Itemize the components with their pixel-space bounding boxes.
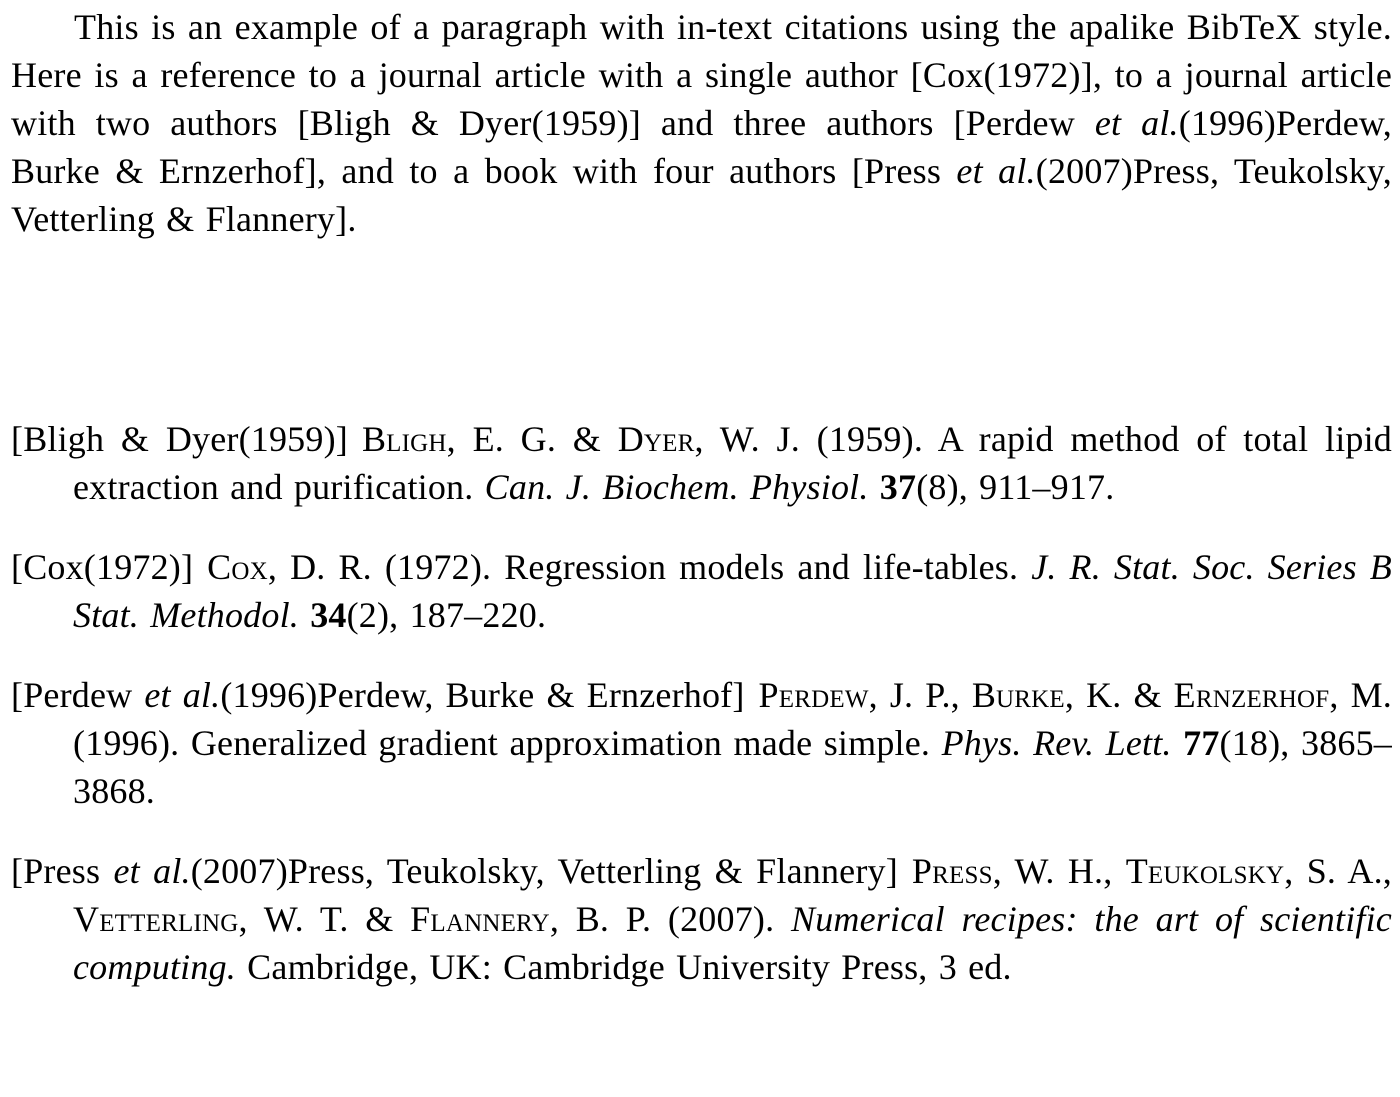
bib-text: , J. P., — [868, 675, 972, 715]
bib-author: Bligh — [361, 419, 447, 459]
bib-label-et-al: et al. — [144, 675, 221, 715]
bib-label: [Bligh & Dyer(1959)] — [11, 419, 348, 459]
document-page — [11, 0, 1393, 987]
bib-author: Teukolsky — [1125, 851, 1285, 891]
bib-author: Ernzerhof — [1173, 675, 1330, 715]
bib-text: , M. (1996). Generalized gradient approximation made simple. — [73, 675, 1392, 763]
paragraph-text: , to a journal article with two authors — [11, 55, 1393, 143]
citation-cox[interactable]: [Cox(1972)] — [910, 55, 1093, 95]
bibliography — [11, 415, 1392, 1023]
citation-bligh-dyer[interactable]: [Bligh & Dyer(1959)] — [297, 103, 641, 143]
paragraph-text: and three authors — [640, 103, 954, 143]
bib-text: , S. A., — [1284, 851, 1392, 891]
bib-author: Perdew — [758, 675, 869, 715]
bib-label — [11, 851, 898, 891]
bib-label: [Cox(1972)] — [11, 547, 194, 587]
bib-label-text: [Press — [11, 851, 114, 891]
bib-author: Burke — [971, 675, 1065, 715]
bib-entry-press — [11, 847, 1392, 991]
bib-entry-perdew — [11, 671, 1392, 815]
bib-label-et-al: et al. — [113, 851, 191, 891]
bib-text: Cambridge, UK: Cambridge University Press, 3 ed. — [235, 947, 1012, 987]
bib-title: Numerical recipes: the art of scientific computing. — [73, 899, 1392, 987]
bib-author: Dyer — [617, 419, 695, 459]
citation-text: [Press — [851, 151, 957, 191]
body-paragraph — [11, 3, 1392, 243]
bib-label-text: [Perdew — [11, 675, 145, 715]
paragraph-text: . — [347, 199, 357, 239]
bib-volume: 34 — [310, 595, 347, 635]
bib-text: (18), 3865–3868. — [73, 723, 1392, 811]
bib-author: Vetterling — [73, 899, 239, 939]
bib-author: Press — [911, 851, 993, 891]
paragraph-text: This is an example of a paragraph with in-text citations using the apalike BibTeX style. Here is a reference to a journal article with a single author — [11, 7, 1392, 95]
citation-text: (2007)Press, Teukolsky, Vetterling & Flannery] — [11, 151, 1392, 239]
bib-text: , E. G. & — [446, 419, 618, 459]
bib-text: , K. & — [1064, 675, 1174, 715]
citation-et-al: et al. — [1094, 103, 1179, 143]
bib-author: Flannery — [410, 899, 550, 939]
citation-text: [Perdew — [953, 103, 1095, 143]
bib-volume: 77 — [1183, 723, 1220, 763]
paragraph-text: , and to a book with four authors — [316, 151, 852, 191]
bib-journal: Phys. Rev. Lett. — [941, 723, 1172, 763]
bib-text: , W. J. (1959). A rapid method of total lipid extraction and purification. — [73, 419, 1393, 507]
citation-text: (1996)Perdew, Burke & Ernzerhof] — [11, 103, 1392, 191]
bib-volume: 37 — [879, 467, 917, 507]
bib-label — [11, 675, 745, 715]
bib-text: , D. R. (1972). Regression models and life-tables. — [267, 547, 1032, 587]
bib-text: , W. T. & — [238, 899, 411, 939]
bib-text: (2), 187–220. — [346, 595, 547, 635]
bib-entry-bligh-dyer — [11, 415, 1392, 511]
bib-journal: J. R. Stat. Soc. Series B Stat. Methodol. — [73, 547, 1392, 635]
citation-et-al: et al. — [956, 151, 1036, 191]
bib-label-text: (1996)Perdew, Burke & Ernzerhof] — [220, 675, 745, 715]
bib-journal: Can. J. Biochem. Physiol. — [484, 467, 869, 507]
bib-entry-cox — [11, 543, 1392, 639]
bib-author: Cox — [207, 547, 268, 587]
bib-text: (8), 911–917. — [916, 467, 1115, 507]
bib-text: , B. P. (2007). — [549, 899, 791, 939]
bib-text: , W. H., — [992, 851, 1126, 891]
bib-label-text: (2007)Press, Teukolsky, Vetterling & Flannery] — [190, 851, 898, 891]
